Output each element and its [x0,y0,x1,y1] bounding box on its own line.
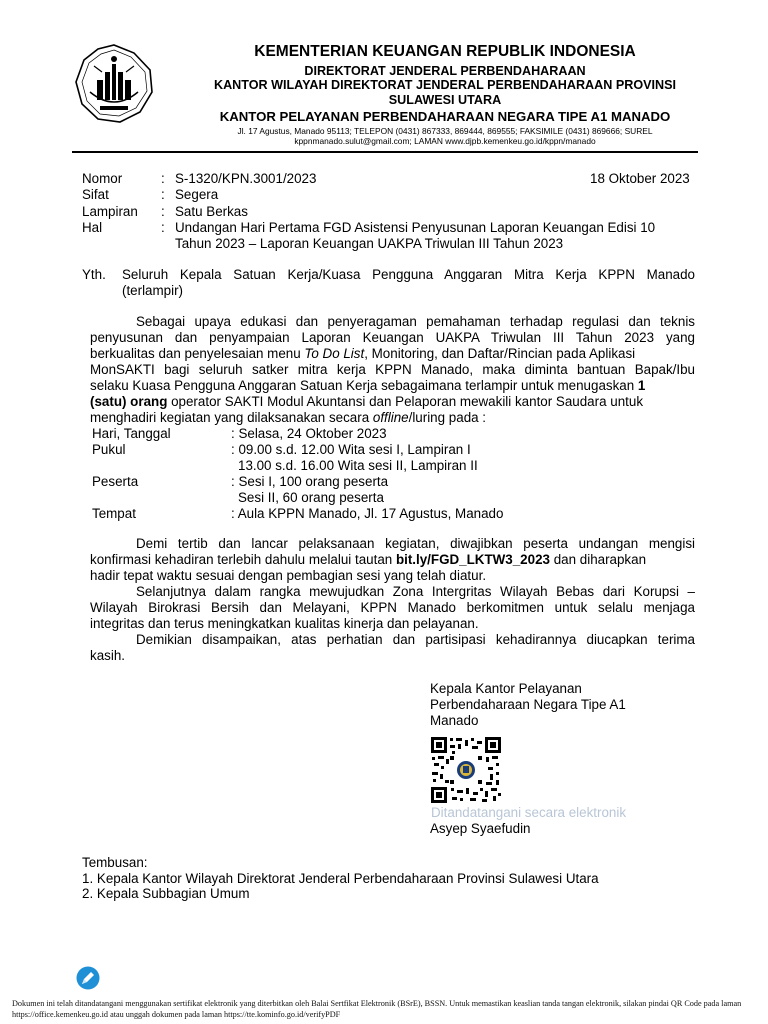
body-p1-line-2: penyusunan dan penyampaian Laporan Keuangan UAKPA Triwulan III Tahun 2023 yang [90,330,695,345]
body-p1-line-3 [90,346,695,361]
body-p1-line-5 [90,378,645,393]
sifat-colon: : [161,187,165,202]
body-p1-line-7-a: menghadiri kegiatan yang dilaksanakan secara [90,410,373,425]
body-p2-line-2 [90,552,646,567]
address-line-1: Jl. 17 Agustus, Manado 95113; TELEPON (0431) 867333, 869444, 869555; FAKSIMILE (0431) 869666; SUREL [237,126,653,136]
signer-title-3: Manado [430,713,479,728]
tempat-label: Tempat [92,506,136,521]
body-p1-line-1: Sebagai upaya edukasi dan penyeragaman pemahaman terhadap regulasi dan teknis [136,314,695,329]
pukul-label: Pukul [92,442,126,457]
letter-date: 18 Oktober 2023 [590,171,690,186]
signer-name: Asyep Syaefudin [430,821,531,836]
body-p3-line-1: Selanjutnya dalam rangka mewujudkan Zona Intergritas Wilayah Bebas dari Korupsi – [136,584,695,599]
e-signature-disclaimer: Dokumen ini telah ditandatangani menggunakan sertifikat elektronik yang diterbitkan oleh Balai Sertfikat Elektronik (BSrE), BSSN. Untuk memastikan keaslian tanda tangan elektronik, silakan pindai QR Code pada laman https://office.kemenkeu.go.id atau unggah dokumen pada laman https://tte.kominfo.go.id/verifyPDF [12,999,742,1019]
body-p2-line-2-a: konfirmasi kehadiran terlebih dahulu melalui tautan [90,552,396,567]
regional-office-title: KANTOR WILAYAH DIREKTORAT JENDERAL PERBENDAHARAAN PROVINSI [213,78,677,92]
peserta-value-1: : Sesi I, 100 orang peserta [231,474,389,489]
recipient-label: Yth. [82,267,106,282]
body-p3-line-2: Wilayah Birokrasi Bersih dan Melayani, KPPN Manado berkomitmen untuk selalu menjaga [90,600,695,615]
pukul-value-2: 13.00 s.d. 16.00 Wita sesi II, Lampiran II [238,458,478,473]
peserta-label: Peserta [92,474,139,489]
recipient-line-1: Seluruh Kepala Satuan Kerja/Kuasa Pengguna Anggaran Mitra Kerja KPPN Manado [122,267,695,282]
office-title: KANTOR PELAYANAN PERBENDAHARAAN NEGARA TIPE A1 MANADO [219,109,671,124]
to-do-list-term: To Do List [304,346,365,361]
signer-title-2: Perbendaharaan Negara Tipe A1 [430,697,626,712]
tempat-value: : Aula KPPN Manado, Jl. 17 Agustus, Manado [231,506,504,521]
hari-label: Hari, Tanggal [92,426,171,441]
body-p1-line-3-a: berkualitas dan penyelesaian menu [90,346,305,361]
pukul-value-1: : 09.00 s.d. 12.00 Wita sesi I, Lampiran I [231,442,471,457]
qr-code-icon [430,736,502,804]
kemenkeu-emblem-icon [72,42,156,126]
region-title: SULAWESI UTARA [388,93,502,107]
sifat-label: Sifat [82,187,109,202]
body-p2-line-3: hadir tepat waktu sesuai dengan pembagian sesi yang telah diatur. [90,568,487,583]
body-p4-line-2: kasih. [90,648,125,663]
peserta-value-2: Sesi II, 60 orang peserta [238,490,384,505]
hal-value-line-2: Tahun 2023 – Laporan Keuangan UAKPA Triwulan III Tahun 2023 [175,236,564,251]
body-p1-line-5-a: selaku Kuasa Pengguna Anggaran Satuan Kerja sebagaimana terlampir untuk menugaskan [90,378,638,393]
lampiran-label: Lampiran [82,204,138,219]
body-p1-line-7-c: /luring pada : [408,410,487,425]
signer-title-1: Kepala Kantor Pelayanan [430,681,582,696]
body-p1-line-4: MonSAKTI bagi seluruh satker mitra kerja KPPN Manado, maka diminta bantuan Bapak/Ibu [90,362,695,377]
address-line-2: kppnmanado.sulut@gmail.com; LAMAN www.djpb.kemenkeu.go.id/kppn/manado [294,136,596,146]
letterhead-rule [72,151,698,153]
offline-term: offline [372,410,409,425]
bsre-pen-icon [76,966,100,990]
lampiran-colon: : [161,204,165,219]
rsvp-link[interactable]: bit.ly/FGD_LKTW3_2023 [395,552,550,567]
sifat-value: Segera [175,187,219,202]
ministry-title: KEMENTERIAN KEUANGAN REPUBLIK INDONESIA [254,43,636,60]
hal-value-line-1: Undangan Hari Pertama FGD Asistensi Penyusunan Laporan Keuangan Edisi 10 [175,220,656,235]
recipient-line-2: (terlampir) [122,283,184,298]
body-p2-line-2-c: dan diharapkan [549,552,647,567]
body-p1-line-7 [90,410,486,425]
body-p3-line-3: integritas dan terus meningkatkan kualitas kinerja dan pelayanan. [90,616,479,631]
cc-item-2: 2. Kepala Subbagian Umum [82,886,250,901]
e-sign-note: Ditandatangani secara elektronik [431,805,627,820]
cc-heading: Tembusan: [82,855,148,870]
body-p1-line-5-b: 1 [637,378,646,393]
cc-item-1: 1. Kepala Kantor Wilayah Direktorat Jenderal Perbendaharaan Provinsi Sulawesi Utara [82,871,599,886]
nomor-colon: : [161,171,165,186]
body-p1-line-6-b: operator SAKTI Modul Akuntansi dan Pelaporan mewakili kantor Saudara untuk [167,394,644,409]
hari-value: : Selasa, 24 Oktober 2023 [231,426,387,441]
body-p2-line-1: Demi tertib dan lancar pelaksanaan kegiatan, diwajibkan peserta undangan mengisi [136,536,695,551]
body-p1-line-3-c: , Monitoring, dan Daftar/Rincian pada Aplikasi [364,346,636,361]
body-p4-line-1: Demikian disampaikan, atas perhatian dan partisipasi kehadirannya diucapkan terima [136,632,695,647]
directorate-title: DIREKTORAT JENDERAL PERBENDAHARAAN [304,64,586,78]
nomor-value: S-1320/KPN.3001/2023 [175,171,317,186]
lampiran-value: Satu Berkas [175,204,248,219]
body-p1-line-6 [90,394,643,409]
hal-label: Hal [82,220,103,235]
hal-colon: : [161,220,165,235]
satu-orang-term: (satu) orang [90,394,168,409]
nomor-label: Nomor [82,171,123,186]
